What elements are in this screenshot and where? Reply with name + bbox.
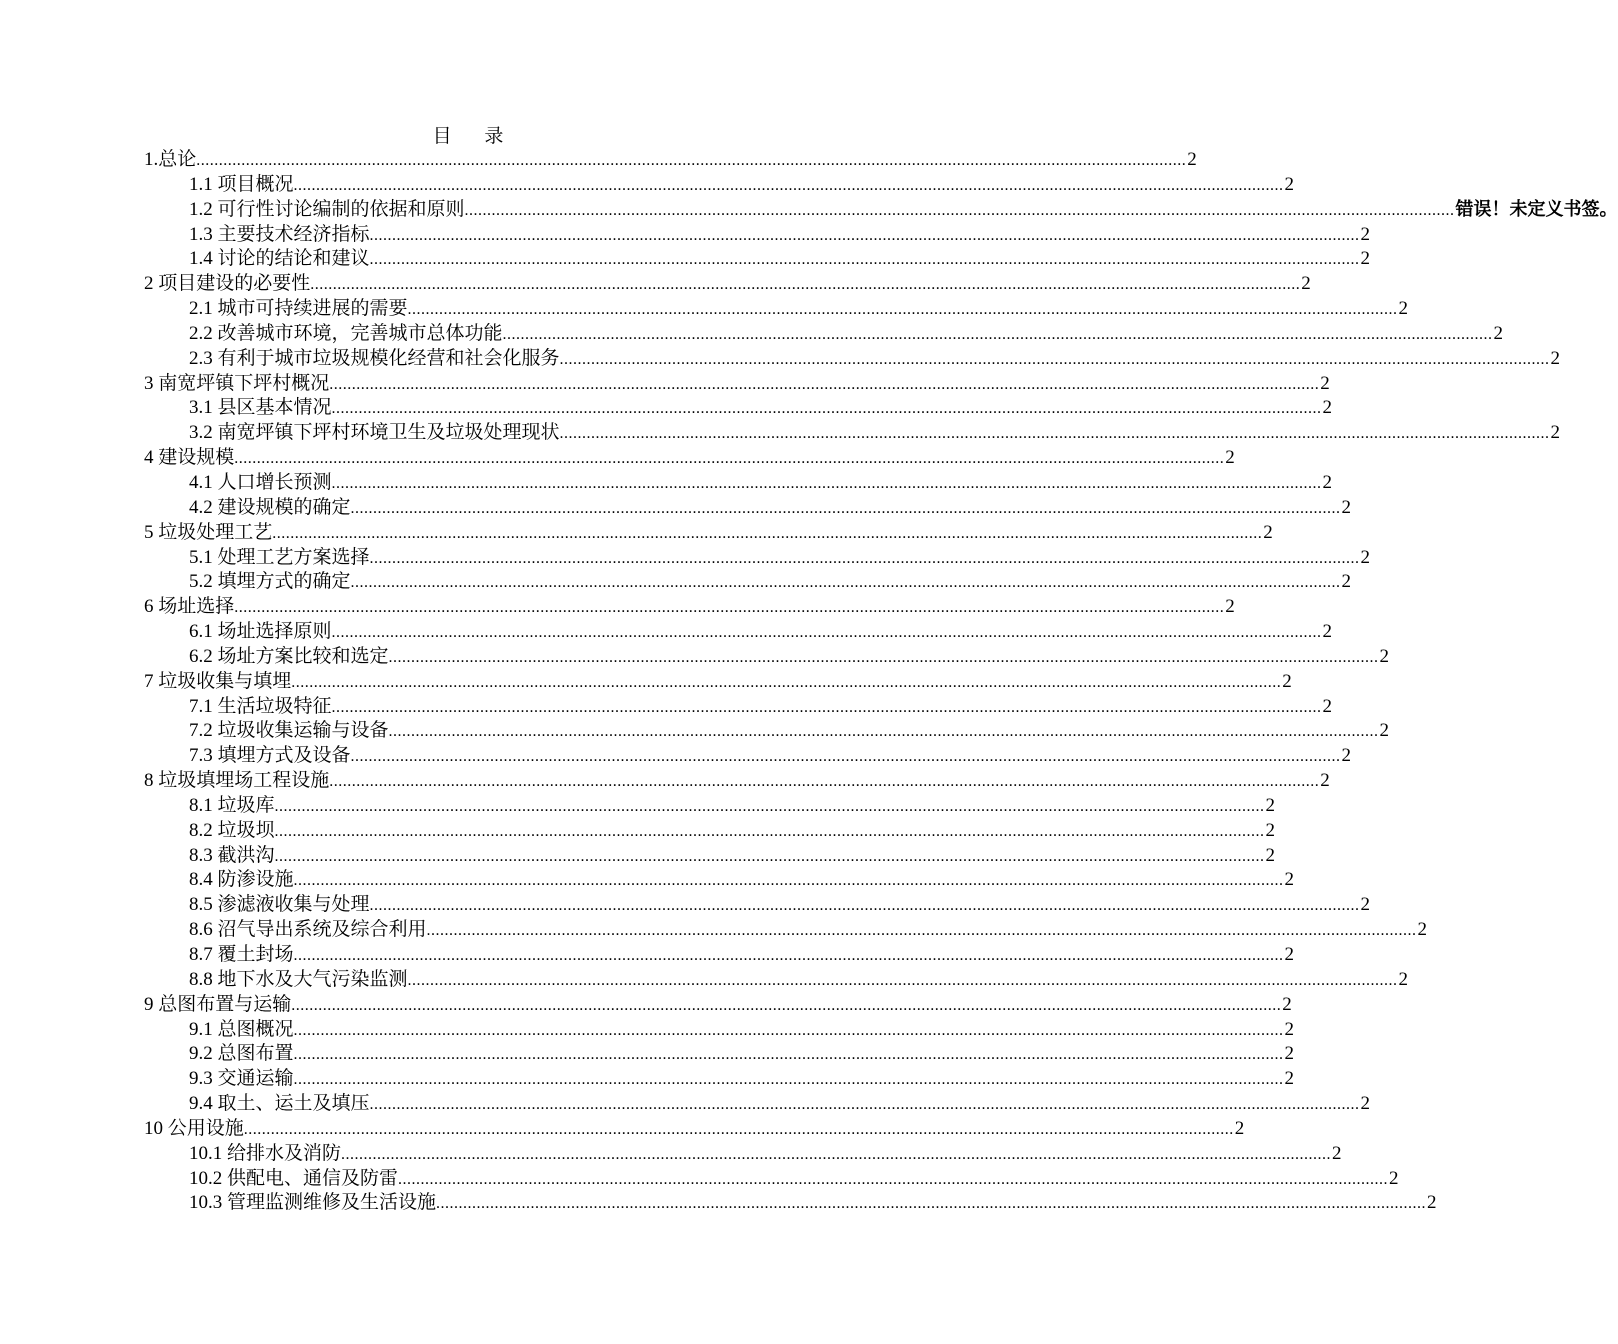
toc-entry[interactable] [144, 421, 1561, 446]
toc-entry[interactable] [144, 695, 1333, 720]
toc-entry-title: 8.5 渗滤液收集与处理 [189, 894, 370, 916]
toc-entry-page-number: 2 [1322, 397, 1333, 419]
toc-entry[interactable] [144, 297, 1409, 322]
toc-entry-page-number: 2 [1341, 571, 1352, 593]
toc-dot-leader: ............................................................................................................................................................................................................................ [350, 499, 1341, 517]
toc-dot-leader: ............................................................................................................................................................................................................................ [407, 971, 1398, 989]
toc-entry-page-number: 2 [1225, 596, 1235, 618]
toc-entry-page-number: 2 [1284, 1068, 1295, 1090]
toc-dot-leader: ............................................................................................................................................................................................................................ [350, 748, 1341, 766]
toc-entry[interactable] [144, 744, 1352, 769]
toc-title: 目 录 [432, 126, 518, 147]
toc-entry[interactable] [144, 1167, 1399, 1192]
toc-entry[interactable] [144, 670, 1292, 695]
toc-entry[interactable] [144, 372, 1330, 397]
toc-entry-title: 1.3 主要技术经济指标 [189, 223, 370, 245]
toc-entry[interactable] [144, 868, 1295, 893]
toc-entry[interactable] [144, 446, 1235, 471]
toc-dot-leader: ............................................................................................................................................................................................................................ [274, 822, 1265, 840]
toc-entry-page-number: 2 [1332, 1142, 1342, 1164]
toc-entry-title: 10.2 供配电、通信及防雷 [189, 1167, 399, 1189]
toc-list [144, 148, 1618, 1216]
toc-entry-page-number: 2 [1360, 1093, 1371, 1115]
toc-entry-title: 2.3 有利于城市垃圾规模化经营和社会化服务 [189, 347, 560, 369]
toc-dot-leader: ............................................................................................................................................................................................................................ [426, 922, 1417, 940]
toc-entry-title: 6.1 场址选择原则 [189, 621, 332, 643]
toc-entry-title: 10.3 管理监测维修及生活设施 [189, 1192, 437, 1214]
toc-entry[interactable] [144, 223, 1371, 248]
toc-entry-title: 2.1 城市可持续进展的需要 [189, 298, 408, 320]
toc-dot-leader: ............................................................................................................................................................................................................................ [350, 574, 1341, 592]
toc-entry-page-number: 2 [1493, 322, 1504, 344]
toc-entry-title: 8.8 地下水及大气污染监测 [189, 968, 408, 990]
toc-entry[interactable] [144, 968, 1409, 993]
toc-dot-leader: ............................................................................................................................................................................................................................ [398, 1170, 1389, 1188]
toc-entry-title: 7 垃圾收集与填埋 [144, 670, 292, 692]
toc-dot-leader: ............................................................................................................................................................................................................................ [502, 325, 1493, 343]
toc-entry-title: 2 项目建设的必要性 [144, 273, 311, 295]
toc-entry-title: 8.1 垃圾库 [189, 794, 275, 816]
toc-entry-title: 7.3 填埋方式及设备 [189, 745, 351, 767]
toc-dot-leader: ............................................................................................................................................................................................................................ [291, 673, 1282, 691]
toc-entry[interactable] [144, 1117, 1245, 1142]
toc-dot-leader: ............................................................................................................................................................................................................................ [436, 1195, 1427, 1213]
toc-entry-page-number: 2 [1265, 819, 1276, 841]
toc-entry-page-number: 2 [1427, 1192, 1437, 1214]
toc-entry[interactable] [144, 546, 1371, 571]
toc-dot-leader: ............................................................................................................................................................................................................................ [243, 1120, 1234, 1138]
toc-dot-leader: ............................................................................................................................................................................................................................ [331, 698, 1322, 716]
toc-entry-page-number: 2 [1341, 496, 1352, 518]
toc-entry-page-number: 2 [1320, 372, 1330, 394]
toc-entry[interactable] [144, 1191, 1437, 1216]
toc-entry-title: 1.2 可行性讨论编制的依据和原则 [189, 198, 465, 220]
toc-dot-leader: ............................................................................................................................................................................................................................ [331, 474, 1322, 492]
toc-entry-title: 1.4 讨论的结论和建议 [189, 248, 370, 270]
toc-dot-leader: ............................................................................................................................................................................................................................ [293, 947, 1284, 964]
toc-entry-page-number: 2 [1234, 1117, 1245, 1139]
toc-entry-page-number: 2 [1360, 894, 1371, 916]
toc-entry[interactable] [144, 719, 1390, 744]
toc-entry-title: 5.2 填埋方式的确定 [189, 571, 351, 593]
toc-entry-error-text: 错误！未定义书签。 [1455, 198, 1618, 220]
toc-entry-page-number: 2 [1322, 621, 1333, 643]
toc-entry-title: 1.1 项目概况 [189, 173, 294, 195]
toc-entry[interactable] [144, 173, 1295, 198]
toc-entry[interactable] [144, 347, 1561, 372]
toc-entry-title: 10 公用设施 [144, 1117, 244, 1139]
toc-entry-page-number: 2 [1360, 248, 1371, 270]
toc-entry-title: 8.7 覆土封场 [189, 944, 294, 965]
toc-entry-page-number: 2 [1284, 173, 1295, 195]
toc-entry-title: 9.4 取土、运土及填压 [189, 1093, 370, 1115]
toc-entry[interactable] [144, 769, 1330, 794]
toc-entry[interactable] [144, 1018, 1295, 1043]
toc-dot-leader: ............................................................................................................................................................................................................................ [341, 1145, 1332, 1163]
toc-dot-leader: ............................................................................................................................................................................................................................ [331, 624, 1322, 642]
toc-dot-leader: ............................................................................................................................................................................................................................ [196, 152, 1187, 169]
toc-entry-page-number: 2 [1301, 273, 1311, 295]
toc-entry[interactable] [144, 1042, 1295, 1067]
toc-dot-leader: ............................................................................................................................................................................................................................ [234, 450, 1225, 468]
toc-entry[interactable] [144, 645, 1390, 670]
toc-entry-title: 5.1 处理工艺方案选择 [189, 546, 370, 568]
toc-dot-leader: ............................................................................................................................................................................................................................ [329, 375, 1320, 393]
toc-entry-page-number: 2 [1265, 844, 1276, 866]
toc-entry-page-number: 2 [1284, 1018, 1295, 1040]
toc-entry-title: 8.4 防渗设施 [189, 869, 294, 891]
toc-entry-page-number: 2 [1187, 149, 1197, 170]
toc-entry-title: 9.1 总图概况 [189, 1018, 294, 1040]
toc-entry-title: 8.2 垃圾坝 [189, 819, 275, 841]
toc-entry[interactable] [144, 198, 1618, 223]
toc-entry-page-number: 2 [1398, 298, 1409, 320]
toc-entry-page-number: 2 [1322, 471, 1333, 493]
toc-entry-title: 7.1 生活垃圾特征 [189, 695, 332, 717]
toc-dot-leader: ............................................................................................................................................................................................................................ [369, 549, 1360, 567]
toc-entry-title: 7.2 垃圾收集运输与设备 [189, 720, 389, 742]
toc-entry-page-number: 2 [1417, 919, 1428, 941]
toc-entry-page-number: 2 [1379, 720, 1390, 742]
toc-entry-page-number: 2 [1360, 223, 1371, 245]
toc-dot-leader: ............................................................................................................................................................................................................................ [369, 251, 1360, 269]
toc-entry-title: 8 垃圾填埋场工程设施 [144, 770, 330, 792]
toc-entry-page-number: 2 [1284, 869, 1295, 891]
toc-entry-title: 3.2 南宽坪镇下坪村环境卫生及垃圾处理现状 [189, 422, 560, 444]
toc-entry[interactable] [144, 893, 1371, 918]
toc-entry[interactable] [144, 1142, 1342, 1167]
toc-dot-leader: ............................................................................................................................................................................................................................ [559, 425, 1550, 443]
toc-dot-leader: ............................................................................................................................................................................................................................ [310, 276, 1301, 294]
toc-dot-leader: ............................................................................................................................................................................................................................ [331, 400, 1322, 418]
toc-dot-leader: ............................................................................................................................................................................................................................ [464, 201, 1455, 219]
toc-entry[interactable] [144, 247, 1371, 272]
toc-dot-leader: ............................................................................................................................................................................................................................ [234, 599, 1225, 617]
toc-entry[interactable] [144, 819, 1276, 844]
toc-entry[interactable] [144, 993, 1292, 1018]
toc-dot-leader: ............................................................................................................................................................................................................................ [291, 996, 1282, 1014]
toc-entry-page-number: 2 [1322, 695, 1333, 717]
toc-dot-leader: ............................................................................................................................................................................................................................ [274, 847, 1265, 865]
toc-dot-leader: ............................................................................................................................................................................................................................ [293, 1046, 1284, 1064]
toc-entry-title: 4.2 建设规模的确定 [189, 496, 351, 518]
toc-entry-page-number: 2 [1265, 794, 1276, 816]
toc-entry-title: 3 南宽坪镇下坪村概况 [144, 372, 330, 394]
toc-entry-title: 9.2 总图布置 [189, 1043, 294, 1065]
toc-entry-page-number: 2 [1389, 1167, 1399, 1189]
toc-entry-page-number: 2 [1263, 521, 1273, 543]
toc-entry-page-number: 2 [1284, 1043, 1295, 1065]
toc-entry-title: 8.6 沼气导出系统及综合利用 [189, 919, 427, 941]
toc-entry[interactable] [144, 943, 1295, 968]
toc-dot-leader: ............................................................................................................................................................................................................................ [293, 1071, 1284, 1089]
toc-entry[interactable] [144, 844, 1276, 869]
toc-entry[interactable] [144, 471, 1333, 496]
toc-entry[interactable] [144, 521, 1273, 546]
toc-entry[interactable] [144, 620, 1333, 645]
toc-entry-page-number: 2 [1379, 645, 1390, 667]
toc-entry-title: 4 建设规模 [144, 447, 235, 469]
toc-dot-leader: ............................................................................................................................................................................................................................ [407, 301, 1398, 319]
toc-dot-leader: ............................................................................................................................................................................................................................ [369, 897, 1360, 915]
toc-dot-leader: ............................................................................................................................................................................................................................ [293, 872, 1284, 890]
toc-entry-page-number: 2 [1360, 546, 1371, 568]
toc-entry[interactable] [144, 794, 1276, 819]
toc-entry[interactable] [144, 496, 1352, 521]
toc-dot-leader: ............................................................................................................................................................................................................................ [293, 1021, 1284, 1039]
toc-dot-leader: ............................................................................................................................................................................................................................ [272, 524, 1263, 542]
toc-entry-title: 8.3 截洪沟 [189, 844, 275, 866]
toc-dot-leader: ............................................................................................................................................................................................................................ [369, 1096, 1360, 1114]
toc-dot-leader: ............................................................................................................................................................................................................................ [388, 723, 1379, 741]
toc-entry-page-number: 2 [1284, 944, 1295, 965]
toc-entry[interactable] [144, 1092, 1371, 1117]
toc-entry-title: 5 垃圾处理工艺 [144, 521, 273, 543]
toc-entry[interactable] [144, 595, 1235, 620]
toc-dot-leader: ............................................................................................................................................................................................................................ [559, 350, 1550, 368]
toc-entry[interactable] [144, 272, 1311, 297]
toc-entry-page-number: 2 [1341, 745, 1352, 767]
toc-dot-leader: ............................................................................................................................................................................................................................ [293, 176, 1284, 194]
toc-entry-page-number: 2 [1320, 770, 1330, 792]
toc-entry-title: 2.2 改善城市环境，完善城市总体功能 [189, 322, 503, 344]
toc-dot-leader: ............................................................................................................................................................................................................................ [369, 226, 1360, 244]
toc-entry-page-number: 2 [1550, 422, 1561, 444]
toc-entry-title: 6 场址选择 [144, 596, 235, 618]
toc-dot-leader: ............................................................................................................................................................................................................................ [274, 797, 1265, 815]
toc-entry[interactable] [144, 1067, 1295, 1092]
toc-entry-title: 9 总图布置与运输 [144, 993, 292, 1015]
toc-entry[interactable] [144, 322, 1504, 347]
toc-entry-title: 4.1 人口增长预测 [189, 471, 332, 493]
toc-entry-page-number: 2 [1550, 347, 1561, 369]
toc-entry-page-number: 2 [1282, 670, 1292, 692]
toc-entry[interactable] [144, 148, 1197, 173]
toc-entry-title: 10.1 给排水及消防 [189, 1142, 342, 1164]
toc-entry[interactable] [144, 918, 1428, 943]
toc-entry-page-number: 2 [1282, 993, 1292, 1015]
toc-dot-leader: ............................................................................................................................................................................................................................ [388, 648, 1379, 666]
toc-entry-title: 1.总论 [144, 149, 197, 170]
toc-entry[interactable] [144, 396, 1333, 421]
toc-entry[interactable] [144, 570, 1352, 595]
toc-entry-title: 3.1 县区基本情况 [189, 397, 332, 419]
toc-entry-title: 9.3 交通运输 [189, 1068, 294, 1090]
toc-entry-title: 6.2 场址方案比较和选定 [189, 645, 389, 667]
toc-entry-page-number: 2 [1225, 447, 1235, 469]
toc-dot-leader: ............................................................................................................................................................................................................................ [329, 773, 1320, 791]
toc-entry-page-number: 2 [1398, 968, 1409, 990]
